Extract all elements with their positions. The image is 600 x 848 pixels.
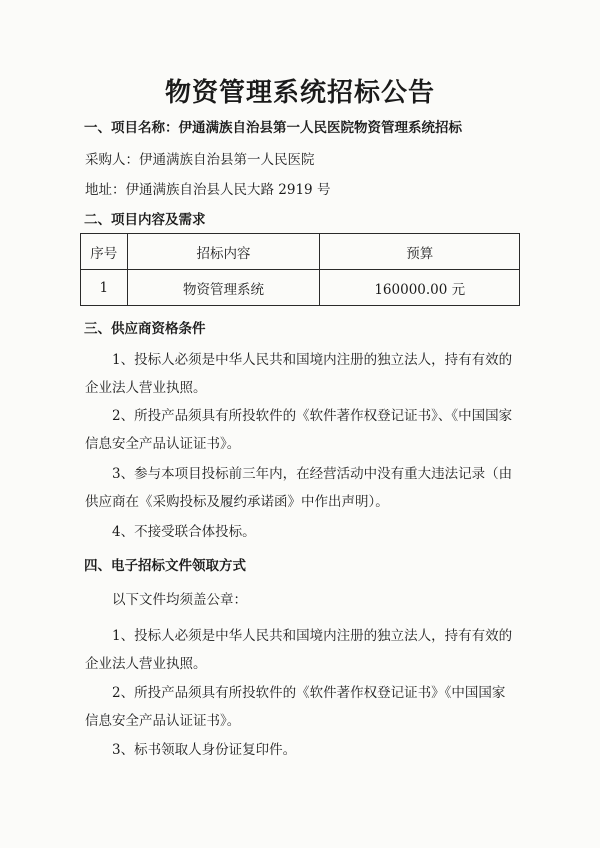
section2-heading: 二、项目内容及需求 bbox=[84, 212, 206, 228]
section3-heading: 三、供应商资格条件 bbox=[84, 321, 206, 337]
cell-budget: 160000.00 元 bbox=[320, 270, 520, 306]
address-line: 地址：伊通满族自治县人民大路 2919 号 bbox=[85, 182, 331, 198]
header-cell-index: 序号 bbox=[81, 234, 128, 270]
section4-item-2: 2、所投产品须具有所投软件的《软件著作权登记证书》《中国国家信息安全产品认证证书》。 bbox=[85, 685, 506, 729]
cell-index: 1 bbox=[81, 270, 128, 306]
requirements-table bbox=[80, 233, 520, 306]
section3-item-2: 2、所投产品须具有所投软件的《软件著作权登记证书》、《中国国家信息安全产品认证证书》。 bbox=[85, 408, 513, 452]
section4-item-3: 3、标书领取人身份证复印件。 bbox=[112, 742, 297, 758]
cell-content: 物资管理系统 bbox=[127, 270, 320, 306]
purchaser-line: 采购人：伊通满族自治县第一人民医院 bbox=[85, 152, 315, 168]
section4-intro: 以下文件均须盖公章： bbox=[112, 592, 247, 608]
section1-heading: 一、项目名称：伊通满族自治县第一人民医院物资管理系统招标 bbox=[84, 120, 462, 136]
section3-item-3: 3、参与本项目投标前三年内，在经营活动中没有重大违法记录（由供应商在《采购投标及履约承诺函》中作出声明）。 bbox=[85, 466, 513, 510]
section3-item-4: 4、不接受联合体投标。 bbox=[112, 524, 256, 540]
header-cell-budget: 预算 bbox=[320, 234, 520, 270]
table-header-row bbox=[81, 234, 520, 270]
table-row bbox=[81, 270, 520, 306]
section4-heading: 四、电子招标文件领取方式 bbox=[84, 558, 246, 574]
section4-item-1: 1、投标人必须是中华人民共和国境内注册的独立法人，持有有效的企业法人营业执照。 bbox=[85, 628, 513, 672]
document-title: 物资管理系统招标公告 bbox=[164, 78, 435, 108]
header-cell-content: 招标内容 bbox=[127, 234, 320, 270]
section3-item-1: 1、投标人必须是中华人民共和国境内注册的独立法人，持有有效的企业法人营业执照。 bbox=[85, 352, 513, 396]
